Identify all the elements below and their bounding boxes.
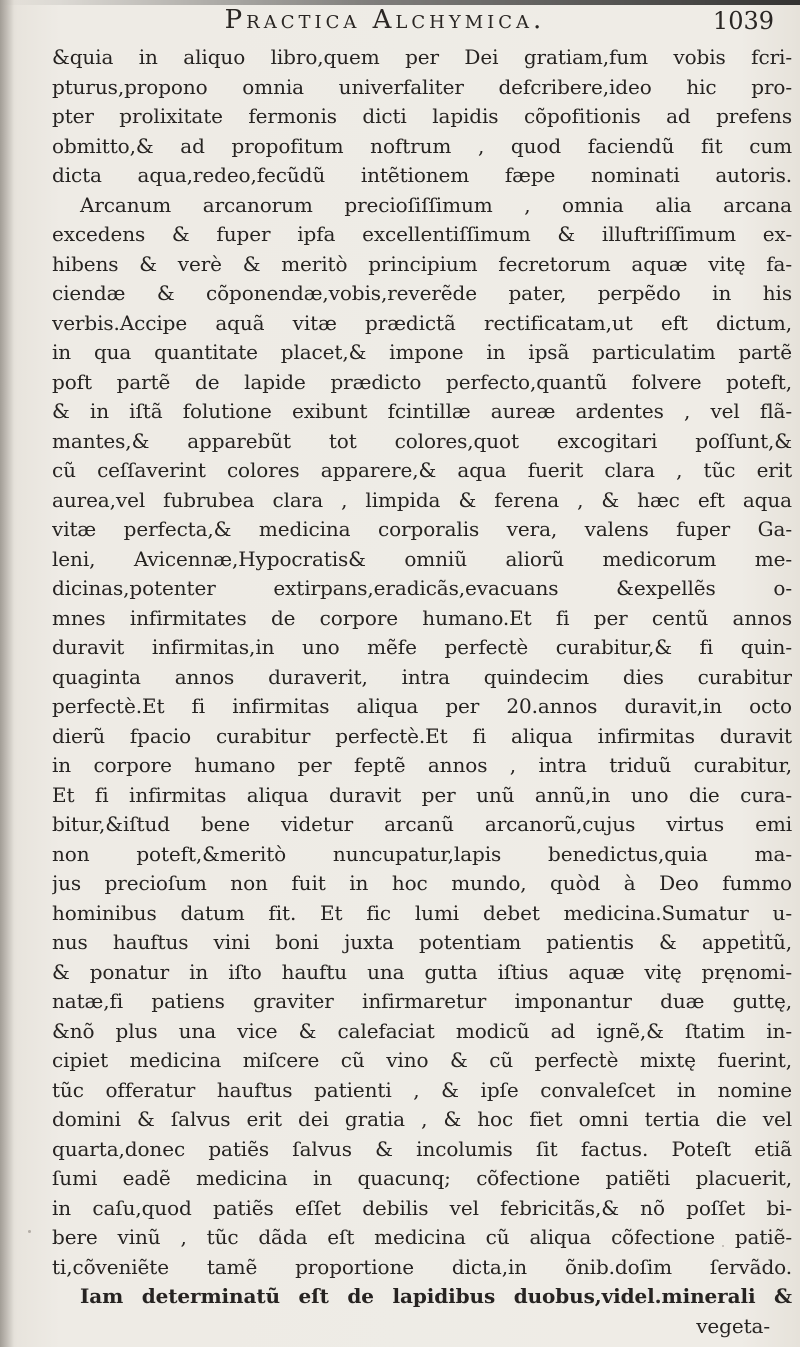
text-line: Et fi infirmitas aliqua duravit per unũ annũ,in uno die cura- [52,782,792,807]
paper-speck [722,1245,724,1247]
text-line: perfectè.Et fi infirmitas aliqua per 20.annos duravit,in octo [52,694,792,718]
text-line: bere vinũ , tũc dãda eſt medicina cũ aliqua cõfectione patiẽ- [52,1225,792,1249]
text-line: pter prolixitate fermonis dicti lapidis cõpofitionis ad prefens [52,104,792,128]
text-line: bitur,&iſtud bene videtur arcanũ arcanorũ,cujus virtus emi [52,812,792,836]
text-line: obmitto,& ad propofitum noftrum , quod faciendũ fit cum [52,133,792,158]
text-line: jus precioſum non fuit in hoc mundo, quòd à Deo fummo [52,871,792,895]
text-line: ſumi eadẽ medicina in quacunq; cõfectione patiẽti placuerit, [52,1166,792,1190]
text-line: excedens & fuper ipfa excellentiſſimum & illuftriſſimum ex- [52,222,792,246]
text-line: hominibus datum fit. Et fic lumi debet medicina.Sumatur u- [52,900,792,925]
paragraph-first-line: Iam determinatũ eſt de lapidibus duobus,videl.minerali & [80,1284,792,1308]
catchword: vegeta- [696,1313,770,1338]
text-line: cũ ceſſaverint colores apparere,& aqua fuerit clara , tũc erit [52,458,792,482]
text-line: nus hauftus vini boni juxta potentiam patientis & appetitũ, [52,930,792,954]
text-line: natæ,fi patiens graviter infirmaretur imponantur duæ guttę, [52,989,792,1013]
text-line: ti,cõveniẽte tamẽ proportione dicta,in õnib.doſim ſervãdo. [52,1254,792,1279]
text-line: in caſu,quod patiẽs eſſet debilis vel febricitãs,& nõ poſſet bi- [52,1195,792,1220]
text-line: &nõ plus una vice & calefaciat modicũ ad ignẽ,& ſtatim in- [52,1018,792,1043]
paragraph-first-line: Arcanum arcanorum precioſiſſimum , omnia alia arcana [80,192,792,217]
page-number: 1039 [712,7,774,35]
text-line: dicinas,potenter extirpans,eradicãs,evacuans &expellẽs o- [52,576,792,600]
text-line: quaginta annos duraverit, intra quindecim dies curabitur [52,664,792,689]
text-line: cipiet medicina miſcere cũ vino & cũ perfectè mixtę fuerint, [52,1048,792,1072]
text-line: quarta,donec patiẽs ſalvus & incolumis ſit factus. Poteſt etiã [52,1136,792,1161]
paper-speck [28,1230,31,1233]
text-line: mantes,& apparebũt tot colores,quot excogitari poſſunt,& [52,428,792,453]
text-line: non poteft,&meritò nuncupatur,lapis benedictus,quia ma- [52,841,792,866]
text-line: duravit infirmitas,in uno mẽfe perfectè curabitur,& fi quin- [52,635,792,659]
text-line: pturus,propono omnia univerfaliter defcribere,ideo hic pro- [52,74,792,99]
text-line: poft partẽ de lapide prædicto perfecto,quantũ folvere poteft, [52,369,792,394]
text-line: hibens & verè & meritò principium fecretorum aquæ vitę fa- [52,251,792,276]
body-text [52,43,792,1341]
text-line: & ponatur in iſto hauftu una gutta iſtius aquæ vitę pręnomi- [52,959,792,984]
text-line: tũc offeratur hauftus patienti , & ipſe convaleſcet in nomine [52,1077,792,1102]
gutter-shadow [0,0,14,1347]
running-title: Practica Alchymica. [224,5,546,35]
text-line: vitæ perfecta,& medicina corporalis vera, valens fuper Ga- [52,517,792,541]
text-line: domini & ſalvus erit dei gratia , & hoc fiet omni tertia die vel [52,1107,792,1131]
text-line: aurea,vel fubrubea clara , limpida & ferena , & hæc eft aqua [52,487,792,512]
text-line: verbis.Accipe aquã vitæ prædictã rectificatam,ut eft dictum, [52,310,792,335]
page-header [0,5,800,45]
text-line: & in iſtã folutione exibunt fcintillæ aureæ ardentes , vel flã- [52,399,792,423]
text-line: ciendæ & cõponendæ,vobis,reverẽde pater, perpẽdo in his [52,281,792,305]
text-line: dierũ fpacio curabitur perfectè.Et fi aliqua infirmitas duravit [52,723,792,748]
text-line: leni, Avicennæ,Hypocratis& omniũ aliorũ medicorum me- [52,546,792,571]
text-line: mnes infirmitates de corpore humano.Et fi per centũ annos [52,605,792,630]
text-line: &quia in aliquo libro,quem per Dei gratiam,fum vobis fcri- [52,45,792,69]
text-line: dicta aqua,redeo,fecũdũ intẽtionem fæpe nominati autoris. [52,163,792,187]
text-line: in corpore humano per feptẽ annos , intra triduũ curabitur, [52,753,792,777]
paper-speck [760,930,762,935]
text-line: in qua quantitate placet,& impone in ipsã particulatim partẽ [52,340,792,364]
